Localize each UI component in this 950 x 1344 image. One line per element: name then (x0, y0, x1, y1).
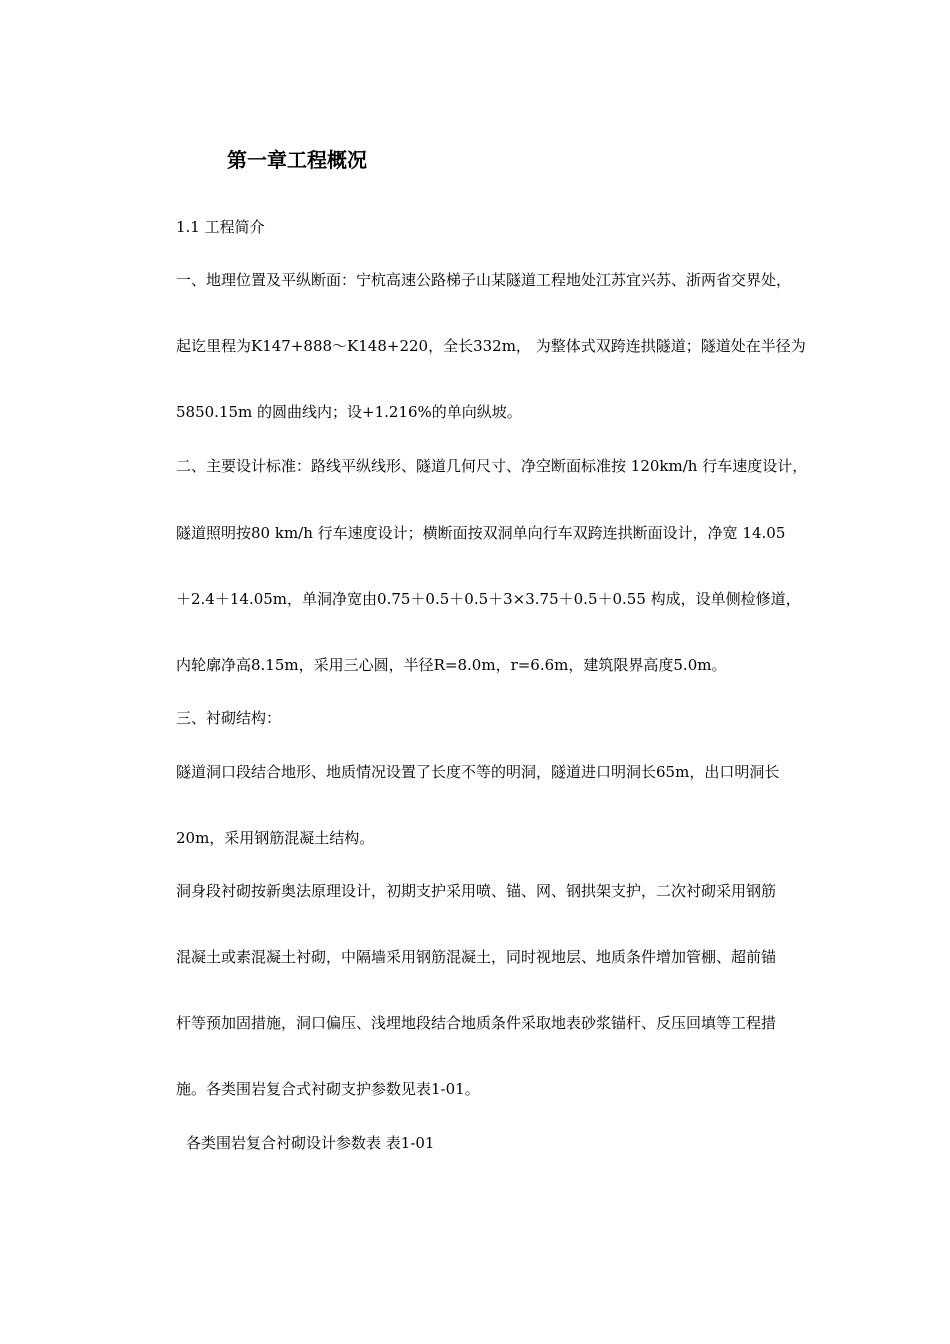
paragraph-line: 内轮廓净高8.15m，采用三心圆，半径R=8.0m，r=6.6m，建筑限界高度5.0m。 (176, 656, 727, 674)
paragraph-line: 隧道照明按80 km/h 行车速度设计；横断面按双洞单向行车双跨连拱断面设计，净宽 14.05 (176, 524, 786, 542)
paragraph-line: 施。各类围岩复合式衬砌支护参数见表1-01。 (176, 1080, 480, 1098)
paragraph-line: 杆等预加固措施，洞口偏压、浅埋地段结合地质条件采取地表砂浆锚杆、反压回填等工程措 (176, 1014, 777, 1032)
paragraph-line: 混凝土或素混凝土衬砌，中隔墙采用钢筋混凝土，同时视地层、地质条件增加管棚、超前锚 (176, 948, 777, 966)
section-heading: 三、衬砌结构： (176, 709, 282, 727)
paragraph-line: 洞身段衬砌按新奥法原理设计，初期支护采用喷、锚、网、钢拱架支护，二次衬砌采用钢筋 (176, 882, 777, 900)
paragraph-line: ＋2.4＋14.05m，单洞净宽由0.75＋0.5＋0.5＋3×3.75＋0.5＋0.55 构成，设单侧检修道， (176, 590, 801, 608)
paragraph-line: 5850.15m 的圆曲线内；设+1.216%的单向纵坡。 (176, 403, 522, 421)
chapter-title: 第一章工程概况 (227, 148, 367, 172)
section-heading: 1.1 工程简介 (176, 218, 265, 236)
paragraph-line: 隧道洞口段结合地形、地质情况设置了长度不等的明洞，隧道进口明洞长65m，出口明洞长 (176, 763, 780, 781)
paragraph-line: 起讫里程为K147+888～K148+220，全长332m， 为整体式双跨连拱隧道；隧道处在半径为 (176, 337, 806, 355)
table-caption: 各类围岩复合衬砌设计参数表 表1-01 (186, 1134, 435, 1152)
paragraph-line: 二、主要设计标准：路线平纵线形、隧道几何尺寸、净空断面标准按 120km/h 行车速度设计， (176, 457, 808, 475)
paragraph-line: 一、地理位置及平纵断面：宁杭高速公路梯子山某隧道工程地处江苏宜兴苏、浙两省交界处， (176, 271, 792, 289)
paragraph-line: 20m，采用钢筋混凝土结构。 (176, 829, 375, 847)
